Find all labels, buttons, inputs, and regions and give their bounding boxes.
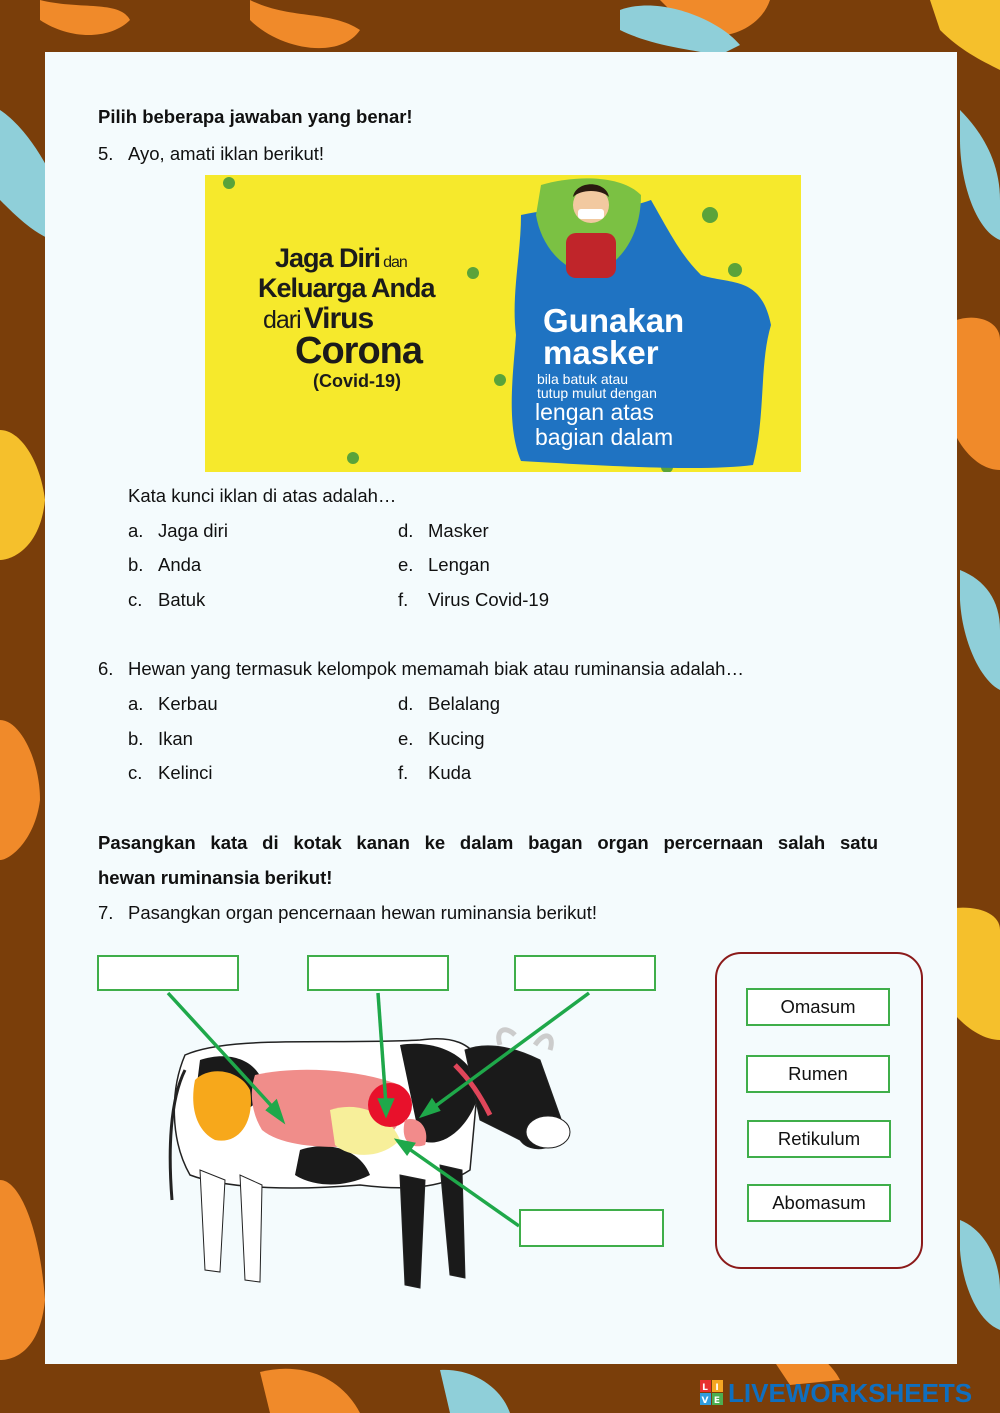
svg-text:V: V (701, 1396, 709, 1406)
liveworksheets-wordmark: LIVEWORKSHEETS (728, 1377, 973, 1408)
question-5-text: Ayo, amati iklan berikut! (128, 143, 325, 164)
svg-text:I: I (715, 1383, 719, 1393)
cow-illustration (170, 1030, 570, 1288)
ad-blue-small-1: bila batuk atau (537, 371, 629, 387)
ad-blue-title-1: Gunakan (543, 302, 685, 339)
word-chip-retikulum[interactable]: Retikulum (747, 1120, 891, 1158)
answer-blank-4[interactable] (519, 1209, 664, 1247)
question-5-number: 5. (98, 143, 114, 164)
question-7-text: Pasangkan organ pencernaan hewan ruminansia berikut! (128, 902, 597, 923)
q6-option-b[interactable]: b. Ikan (128, 728, 193, 749)
ad-blue-large-1: lengan atas (535, 399, 654, 425)
q6-option-e[interactable]: e. Kucing (398, 728, 485, 749)
question-7-number: 7. (98, 902, 114, 923)
instruction-matching-line-2: hewan ruminansia berikut! (98, 867, 333, 888)
q6-option-c[interactable]: c. Kelinci (128, 762, 213, 783)
word-chip-abomasum[interactable]: Abomasum (747, 1184, 891, 1222)
liveworksheets-logo (700, 1377, 972, 1409)
q5-option-d[interactable]: d. Masker (398, 520, 489, 541)
question-5-prompt: Kata kunci iklan di atas adalah… (128, 485, 397, 506)
word-chip-rumen[interactable]: Rumen (746, 1055, 890, 1093)
instruction-matching-line-1: Pasangkan kata di kotak kanan ke dalam bagan organ percernaan salah satu (98, 832, 878, 853)
q5-option-e[interactable]: e. Lengan (398, 554, 490, 575)
answer-blank-3[interactable] (514, 955, 656, 991)
ad-blue-small-2: tutup mulut dengan (537, 385, 657, 401)
ad-line-5: (Covid-19) (313, 371, 402, 391)
ad-blue-title-2: masker (543, 334, 659, 371)
answer-blank-2[interactable] (307, 955, 449, 991)
q5-option-c[interactable]: c. Batuk (128, 589, 206, 610)
question-6-text: Hewan yang termasuk kelompok memamah biak atau ruminansia adalah… (128, 658, 744, 679)
q6-option-f[interactable]: f. Kuda (398, 762, 472, 783)
q5-option-b[interactable]: b. Anda (128, 554, 202, 575)
q5-option-a[interactable]: a. Jaga diri (128, 520, 228, 541)
ad-blue-large-2: bagian dalam (535, 424, 674, 450)
liveworksheets-badge-icon (700, 1380, 724, 1406)
q6-option-d[interactable]: d. Belalang (398, 693, 501, 714)
ad-line-2: Keluarga Anda (258, 273, 435, 303)
svg-text:E: E (713, 1396, 721, 1406)
ad-line-1: Jaga Diri dan (275, 243, 407, 273)
word-chip-omasum[interactable]: Omasum (746, 988, 890, 1026)
instruction-multiple-choice: Pilih beberapa jawaban yang benar! (98, 106, 413, 127)
ad-line-3: dari Virus (263, 302, 374, 335)
svg-text:L: L (702, 1383, 708, 1393)
q5-option-f[interactable]: f. Virus Covid-19 (398, 589, 549, 610)
answer-blank-1[interactable] (97, 955, 239, 991)
question-6-number: 6. (98, 658, 114, 679)
q6-option-a[interactable]: a. Kerbau (128, 693, 218, 714)
ad-line-4: Corona (295, 330, 422, 372)
